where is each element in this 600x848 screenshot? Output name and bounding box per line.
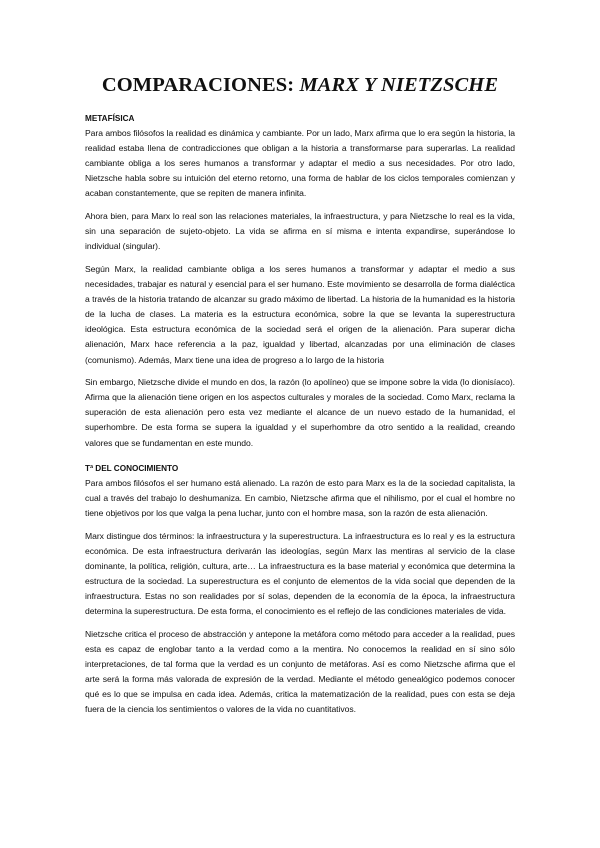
title-italic: MARX Y NIETZSCHE bbox=[299, 74, 499, 96]
section-heading: Tª DEL CONOCIMIENTO bbox=[85, 463, 179, 473]
paragraph: Marx distingue dos términos: la infraestructura y la superestructura. La infraestructura es lo real y es la estructura económica. De esta infraestructura derivarán las ideologías, según Marx las mentiras al servicio de la clase dominante, la política, religión, cultura, arte… La infraestructura es la base material y económica que determina la estructura de la sociedad. La superestructura es el conjunto de elementos de la vida social que dependen de la infraestructura. Estas no son realidades por sí solas, dependen de la economía de la época, la infraestructura determina la superestructura. De esta forma, el conocimiento es el reflejo de las condiciones materiales de vida. bbox=[85, 530, 515, 616]
paragraph: Ahora bien, para Marx lo real son las relaciones materiales, la infraestructura, y para Nietzsche lo real es la vida, sin una separación de sujeto-objeto. La vida se afirma en sí misma e intenta expandirse, superándose lo individual (singular). bbox=[85, 211, 515, 252]
page-title bbox=[0, 74, 600, 97]
document-body bbox=[85, 111, 515, 725]
paragraph: Nietzsche critica el proceso de abstracción y antepone la metáfora como método para acceder a la realidad, pues esta es capaz de englobar tanto a la verdad como a la mentira. No conocemos la realidad en sí sino sólo interpretaciones, de tal forma que la verdad es un conjunto de metáforas. Así es como Nietzsche afirma que el arte será la forma más valorada de expresión de la verdad. Mediante el método genealógico podemos conocer qué es lo que se impulsa en cada idea. Además, critica la matematización de la realidad, pues con esta se deja fuera de la ciencia los sentimientos o valores de la vida no cuantitativos. bbox=[85, 628, 515, 715]
section-metafisica bbox=[85, 111, 515, 451]
paragraph: Para ambos filósofos el ser humano está alienado. La razón de esto para Marx es la de la sociedad capitalista, la cual a través del trabajo lo deshumaniza. En cambio, Nietzsche afirma que el nihilismo, por el cual el hombre no tiene objetivos por los que valga la pena luchar, junto con el hombre masa, son la razón de esta alienación. bbox=[85, 477, 515, 518]
paragraph: Sin embargo, Nietzsche divide el mundo en dos, la razón (lo apolíneo) que se impone sobre la vida (lo dionisíaco). Afirma que la alienación tiene origen en los aspectos culturales y morales de la sociedad. Como Marx, reclama la superación de esta alienación pero esta vez mediante el alcance de un nuevo estado de la humanidad, el superhombre. De esta forma se supera la igualdad y el superhombre da otro sentido a la realidad, creando valores que se fundamentan en este mundo. bbox=[85, 377, 515, 448]
paragraph: Según Marx, la realidad cambiante obliga a los seres humanos a transformar y adaptar el medio a sus necesidades, trabajar es natural y esencial para el ser humano. Este movimiento se desarrolla de forma dialéctica a través de la historia tratando de alcanzar su grado máximo de libertad. La historia de la humanidad es la historia de la lucha de clases. La materia es la estructura económica, sobre la que se levanta la superestructura ideológica. Esta estructura económica de la sociedad será el origen de la alienación. Para superar dicha alienación, Marx hace referencia a la paz, igualdad y libertad, alcanzadas por una eliminación de clases (comunismo). Además, Marx tiene una idea de progreso a lo largo de la historia bbox=[85, 263, 515, 365]
section-heading: METAFÍSICA bbox=[85, 114, 135, 123]
paragraph: Para ambos filósofos la realidad es dinámica y cambiante. Por un lado, Marx afirma que lo era según la historia, la realidad estaba llena de contradicciones que obligan a la historia a transformarse para superarlas. La realidad cambiante obliga a los seres humanos a transformar y adaptar el medio a sus necesidades. Por otro lado, Nietzsche habla sobre su intuición del eterno retorno, una forma de hablar de los ciclos temporales comienzan y acaban constantemente, que se repiten de manera infinita. bbox=[85, 128, 515, 199]
title-plain: COMPARACIONES: bbox=[101, 74, 300, 96]
section-teoria-conocimiento bbox=[85, 461, 515, 718]
